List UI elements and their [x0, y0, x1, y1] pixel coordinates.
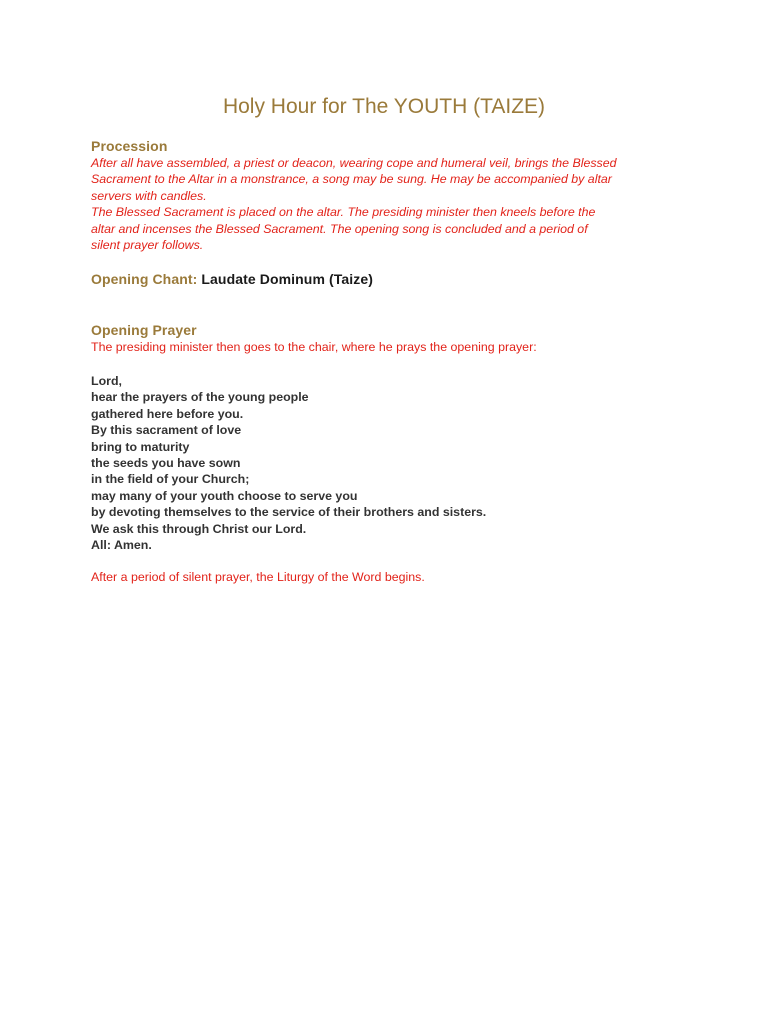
- prayer-text: [91, 373, 691, 553]
- prayer-line: gathered here before you.: [91, 406, 244, 421]
- prayer-line: Lord,: [91, 374, 122, 388]
- procession-line: Sacrament to the Altar in a monstrance, a song may be sung. He may be accompanied by altar: [91, 172, 612, 187]
- opening-prayer-section: [91, 322, 691, 355]
- opening-chant-line: [91, 271, 691, 288]
- prayer-line: We ask this through Christ our Lord.: [91, 521, 307, 536]
- opening-chant-title: Laudate Dominum (Taize): [201, 271, 373, 287]
- document-title: Holy Hour for The YOUTH (TAIZE): [222, 95, 546, 118]
- opening-prayer-heading: Opening Prayer: [91, 322, 197, 338]
- procession-line: altar and incenses the Blessed Sacrament. The opening song is concluded and a period of: [91, 221, 588, 236]
- procession-section: [91, 138, 691, 253]
- prayer-line: the seeds you have sown: [91, 456, 241, 471]
- procession-rubric: [91, 155, 691, 253]
- opening-prayer-instruction: The presiding minister then goes to the chair, where he prays the opening prayer:: [91, 340, 537, 354]
- closing-rubric: After a period of silent prayer, the Liturgy of the Word begins.: [91, 570, 425, 584]
- prayer-line: bring to maturity: [91, 439, 190, 454]
- prayer-line: in the field of your Church;: [91, 472, 250, 487]
- prayer-line: All: Amen.: [91, 538, 152, 553]
- opening-chant-label: Opening Chant:: [91, 271, 198, 287]
- procession-heading: Procession: [91, 138, 168, 154]
- prayer-line: hear the prayers of the young people: [91, 390, 309, 405]
- prayer-line: may many of your youth choose to serve you: [91, 488, 358, 503]
- procession-line: silent prayer follows.: [91, 238, 204, 253]
- procession-line: After all have assembled, a priest or deacon, wearing cope and humeral veil, brings the Blessed: [91, 156, 617, 170]
- procession-line: servers with candles.: [91, 188, 207, 203]
- procession-line: The Blessed Sacrament is placed on the altar. The presiding minister then kneels before the: [91, 205, 596, 220]
- prayer-line: by devoting themselves to the service of their brothers and sisters.: [91, 505, 487, 520]
- prayer-line: By this sacrament of love: [91, 423, 242, 438]
